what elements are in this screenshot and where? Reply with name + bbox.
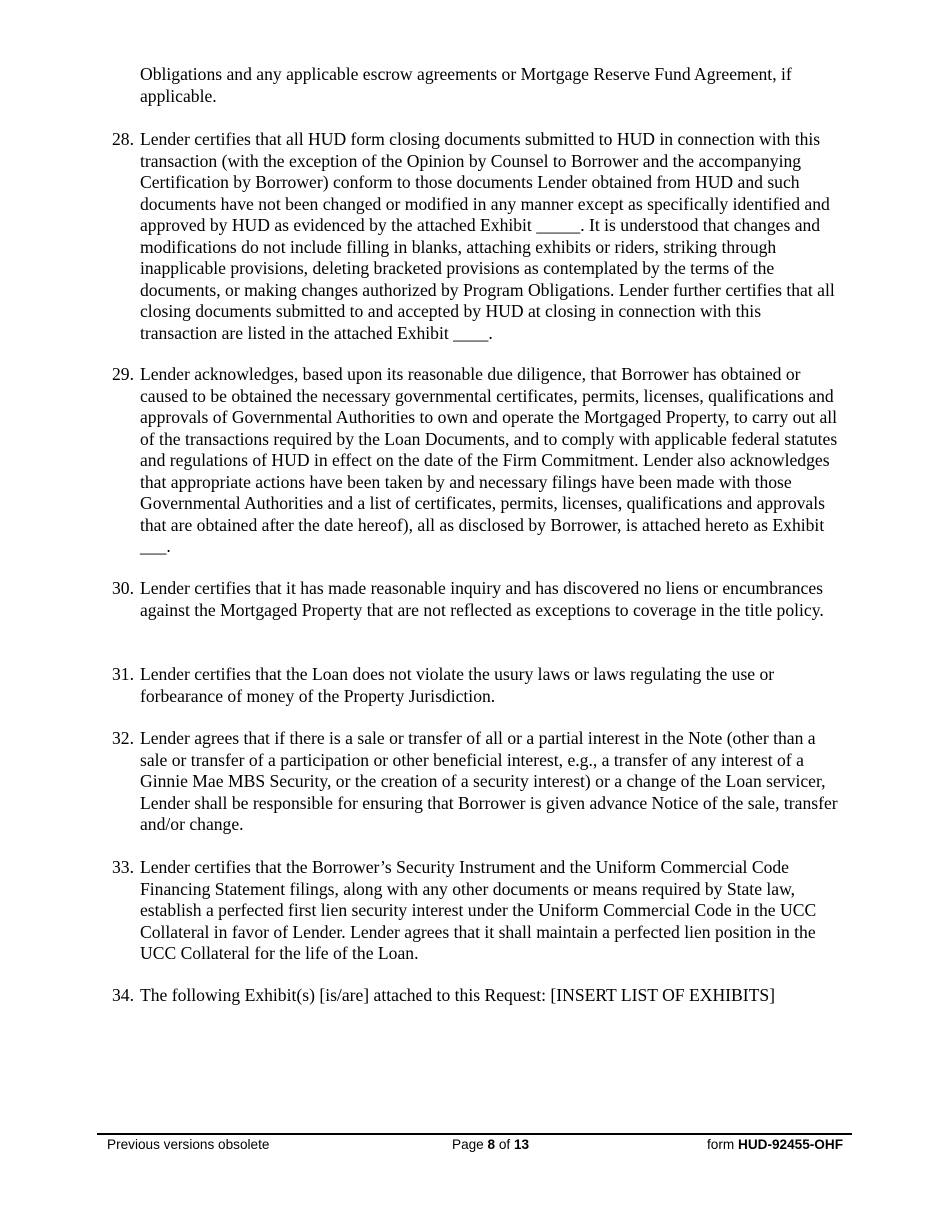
- form-number: HUD-92455-OHF: [738, 1137, 843, 1152]
- item-number: 30.: [112, 578, 134, 598]
- page-total: 13: [514, 1137, 530, 1152]
- list-item-33: [112, 857, 842, 965]
- footer-form-id: [707, 1136, 843, 1154]
- page-label: Page: [452, 1137, 484, 1152]
- form-label: form: [707, 1137, 735, 1152]
- item-text: Lender certifies that the Loan does not violate the usury laws or laws regulating the use or forbearance of money of the Property Jurisdiction.: [140, 664, 775, 706]
- item-text: Lender agrees that if there is a sale or transfer of all or a partial interest in the Note (other than a sale or transfer of a participation or other beneficial interest, e.g., a transfer of any interest of a Ginnie Mae MBS Security, or the creation of a security interest) or a change of the Loan servicer, Lender shall be responsible for ensuring that Borrower is given advance Notice of the sale, transfer and/or change.: [140, 728, 838, 834]
- item-text: Lender certifies that the Borrower’s Security Instrument and the Uniform Commercial Code Financing Statement filings, along with any other documents or means required by State law, establish a perfected first lien security interest under the Uniform Commercial Code in the UCC Collateral in favor of Lender. Lender agrees that it shall maintain a perfected lien position in the UCC Collateral for the life of the Loan.: [140, 857, 817, 963]
- item-number: 28.: [112, 129, 134, 149]
- page-of-label: of: [498, 1137, 511, 1152]
- footer-left-text: Previous versions obsolete: [107, 1137, 270, 1152]
- item-number: 29.: [112, 364, 134, 384]
- list-item-29: [112, 364, 842, 558]
- list-item-28: [112, 129, 842, 344]
- item-number: 34.: [112, 985, 134, 1005]
- page-current: 8: [487, 1137, 496, 1152]
- list-item-32: [112, 728, 842, 836]
- list-item-31: [112, 664, 842, 707]
- footer-divider: [97, 1133, 852, 1135]
- item-number: 32.: [112, 728, 134, 748]
- footer-obsolete-note: [107, 1136, 269, 1154]
- item-number: 31.: [112, 664, 134, 684]
- item-text: Lender certifies that it has made reasonable inquiry and has discovered no liens or encumbrances against the Mortgaged Property that are not reflected as exceptions to coverage in the title policy.: [140, 578, 824, 620]
- item-number: 33.: [112, 857, 134, 877]
- list-item-30: [112, 578, 842, 621]
- intro-continuation: Obligations and any applicable escrow agreements or Mortgage Reserve Fund Agreement, if applicable.: [140, 64, 792, 106]
- list-item-34: [112, 985, 842, 1007]
- footer-page-number: [452, 1136, 529, 1154]
- item-text: The following Exhibit(s) [is/are] attached to this Request: [INSERT LIST OF EXHIBITS]: [140, 985, 775, 1005]
- item-text: Lender certifies that all HUD form closing documents submitted to HUD in connection with this transaction (with the exception of the Opinion by Counsel to Borrower and the accompanying Certification by Borrower) conform to those documents Lender obtained from HUD and such documents have not been changed or modified in any manner except as specifically identified and approved by HUD as evidenced by the attached Exhibit _____. It is understood that changes and modifications do not include filling in blanks, attaching exhibits or riders, striking through inapplicable provisions, deleting bracketed provisions as contemplated by the terms of the documents, or making changes authorized by Program Obligations. Lender further certifies that all closing documents submitted to and accepted by HUD at closing in connection with this transaction are listed in the attached Exhibit ____.: [140, 129, 835, 343]
- item-text: Lender acknowledges, based upon its reasonable due diligence, that Borrower has obtained or caused to be obtained the necessary governmental certificates, permits, licenses, qualifications and approvals of Governmental Authorities to own and operate the Mortgaged Property, to carry out all of the transactions required by the Loan Documents, and to comply with applicable federal statutes and regulations of HUD in effect on the date of the Firm Commitment. Lender also acknowledges that appropriate actions have been taken by and necessary filings have been made with those Governmental Authorities and a list of certificates, permits, licenses, qualifications and approvals that are obtained after the date hereof), all as disclosed by Borrower, is attached hereto as Exhibit ___.: [140, 364, 838, 556]
